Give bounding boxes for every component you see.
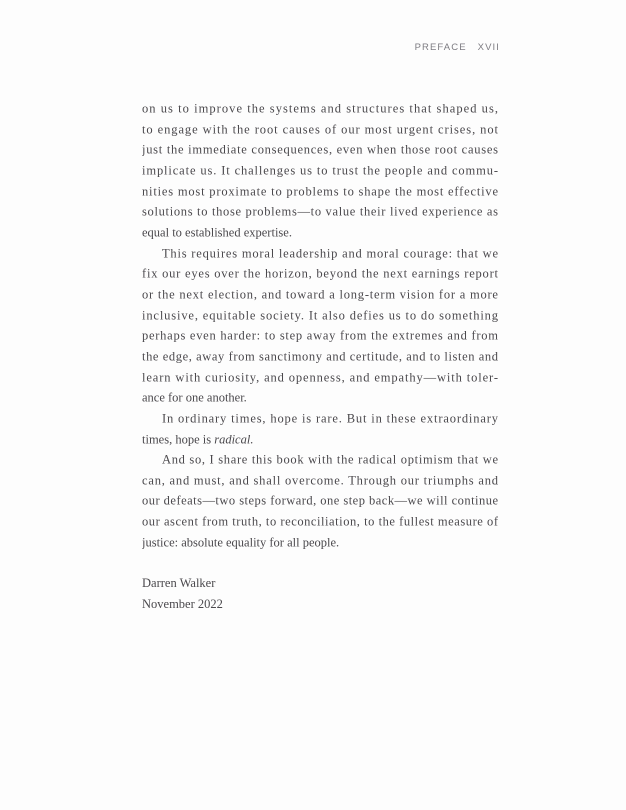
page-number: XVII: [477, 42, 500, 53]
text-line: [142, 449, 498, 470]
text-line: [142, 139, 498, 160]
signature-date: November 2022: [142, 596, 223, 611]
svg-text:justice: absolute equality for: justice: absolute equality for all people.: [142, 535, 340, 550]
text-line: [142, 532, 498, 553]
svg-text:just the immediate consequence: just the immediate consequences, even when those root causes: [142, 142, 498, 157]
svg-text:ance for one another.: ance for one another.: [142, 390, 247, 405]
svg-text:our defeats—two steps forward,: our defeats—two steps forward, one step back—we will continue: [142, 493, 498, 508]
text-line: [142, 490, 498, 511]
running-head-title: PREFACE: [414, 42, 467, 53]
page-body: [142, 98, 498, 614]
text-line: [142, 160, 498, 181]
svg-text:to engage with the root causes: to engage with the root causes of our most urgent crises, not: [142, 122, 498, 137]
text-line: [142, 243, 498, 264]
svg-text:times, hope is radical.: times, hope is radical.: [142, 432, 254, 446]
svg-text:inclusive, equitable society.: inclusive, equitable society. It also defies us to do something: [142, 308, 498, 323]
text-line: [142, 346, 498, 367]
svg-text:implicate us. It challenges us: implicate us. It challenges us to trust the people and commu-: [142, 163, 498, 178]
signature-name: Darren Walker: [142, 576, 216, 591]
svg-text:fix our eyes over the horizon,: fix our eyes over the horizon, beyond the next earnings report: [142, 266, 498, 281]
svg-text:or the next election, and towa: or the next election, and toward a long-term vision for a more: [142, 287, 498, 302]
text-line: [142, 119, 498, 140]
text-line: [142, 511, 498, 532]
text-line: [142, 98, 498, 119]
svg-text:And so, I share this book with: And so, I share this book with the radical optimism that we: [162, 452, 498, 467]
text-line: [142, 367, 498, 388]
text-line: [142, 284, 498, 305]
text-line: [142, 470, 498, 491]
svg-text:solutions to those problems—to: solutions to those problems—to value their lived experience as: [142, 204, 498, 219]
svg-text:can, and must, and shall overc: can, and must, and shall overcome. Through our triumphs and: [142, 473, 498, 488]
text-line: [142, 325, 498, 346]
svg-text:learn with curiosity, and open: learn with curiosity, and openness, and empathy—with toler-: [142, 370, 498, 385]
text-line: [142, 408, 498, 429]
svg-text:nities most proximate to probl: nities most proximate to problems to shape the most effective: [142, 184, 498, 199]
text-line: [142, 263, 498, 284]
text-line: [142, 201, 498, 222]
svg-text:the edge, away from sanctimony: the edge, away from sanctimony and certitude, and to listen and: [142, 349, 498, 364]
svg-text:In ordinary times, hope is rar: In ordinary times, hope is rare. But in these extraordinary: [162, 411, 498, 426]
svg-text:equal to established expertise: equal to established expertise.: [142, 225, 292, 240]
svg-text:on us to improve the systems a: on us to improve the systems and structures that shaped us,: [142, 101, 498, 116]
text-line: [142, 305, 498, 326]
text-line: [142, 222, 498, 243]
text-line: [142, 429, 498, 450]
signature-block: [142, 573, 498, 614]
running-head: [415, 42, 500, 54]
body-lines: [142, 98, 498, 552]
svg-text:perhaps even harder: to step a: perhaps even harder: to step away from the extremes and from: [142, 328, 498, 343]
svg-text:our ascent from truth, to reco: our ascent from truth, to reconciliation, to the fullest measure of: [142, 514, 498, 529]
text-line: [142, 387, 498, 408]
svg-text:This requires moral leadership: This requires moral leadership and moral courage: that we: [162, 246, 498, 261]
text-line: [142, 181, 498, 202]
